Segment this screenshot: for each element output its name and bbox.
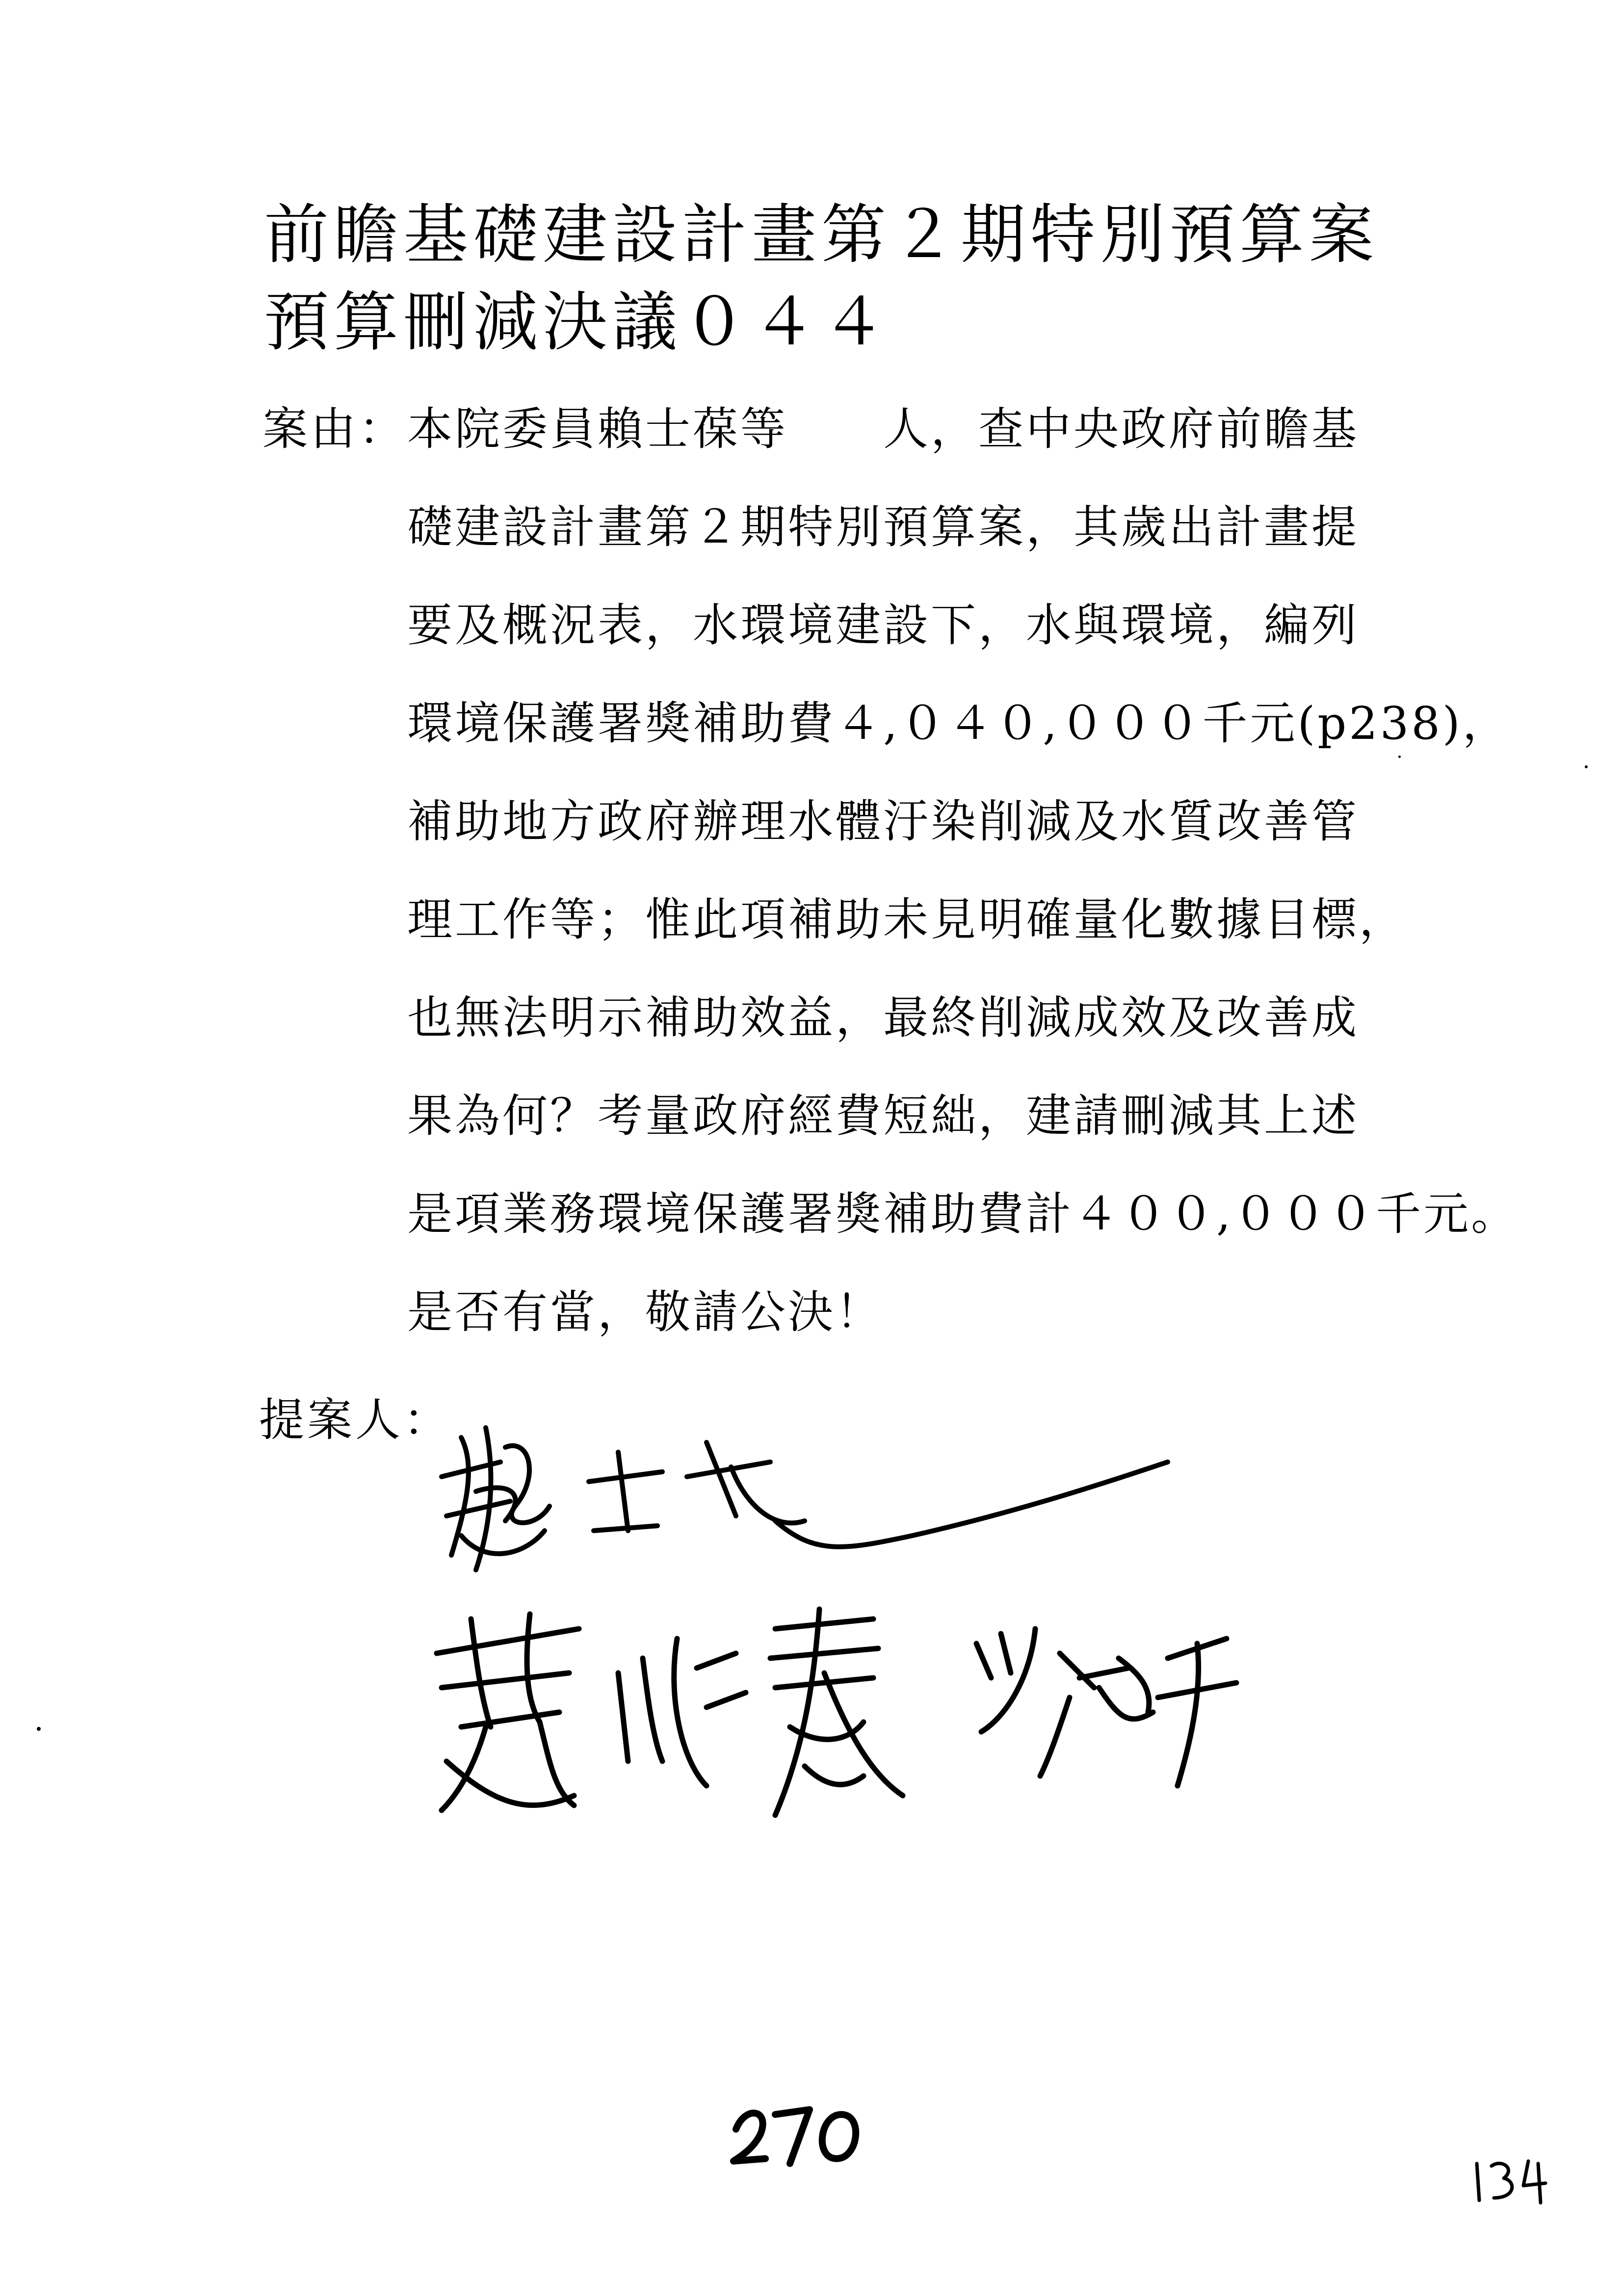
- body-line: 果為何？考量政府經費短絀，建請刪減其上述: [407, 1090, 1360, 1142]
- body-line: 要及概況表，水環境建設下，水與環境，編列: [407, 599, 1360, 652]
- scan-speck: [1398, 756, 1401, 758]
- body-line: 本院委員賴士葆等 人，查中央政府前瞻基: [407, 403, 1360, 455]
- scan-speck: [37, 1727, 41, 1731]
- body-line: 理工作等；惟此項補助未見明確量化數據目標，: [407, 893, 1407, 946]
- body-line: 補助地方政府辦理水體汙染削減及水質改善管: [407, 795, 1360, 848]
- body-line: 礎建設計畫第２期特別預算案，其歲出計畫提: [407, 501, 1360, 553]
- proposer-label: 提案人：: [259, 1394, 452, 1446]
- signature-2: [432, 1599, 1276, 1845]
- handwritten-page-number: [726, 2095, 873, 2178]
- reason-label: 案由：: [262, 403, 407, 455]
- body-line: 環境保護署獎補助費４,０４０,０００千元(p238)，: [407, 697, 1510, 750]
- title-line-1: 前瞻基礎建設計畫第２期特別預算案: [264, 197, 1379, 273]
- handwritten-corner-number: [1467, 2154, 1550, 2208]
- body-line: 是項業務環境保護署獎補助費計４００,０００千元。: [407, 1188, 1519, 1240]
- title-line-2: 預算刪減決議０４４: [264, 285, 891, 360]
- body-line: 是否有當，敬請公決！: [407, 1286, 884, 1338]
- signature-1: [432, 1408, 1197, 1594]
- scan-speck: [1585, 765, 1588, 768]
- body-line: 也無法明示補助效益，最終削減成效及改善成: [407, 991, 1360, 1044]
- document-title: [264, 191, 1432, 366]
